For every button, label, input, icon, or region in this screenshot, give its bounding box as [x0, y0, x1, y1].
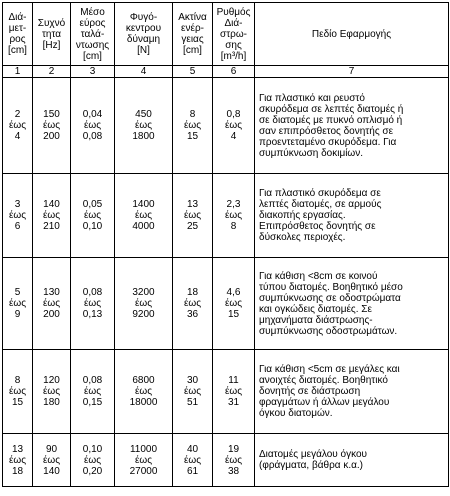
amplitude-cell	[71, 258, 115, 350]
cell-text-line: έως	[8, 298, 27, 309]
cell-text-line: 8	[230, 221, 237, 232]
cell-text-line: έως	[42, 454, 61, 466]
cell-text-line: έως	[42, 120, 61, 131]
rate-cell	[213, 434, 255, 487]
cell-text-line: διακοπής εργασίας.	[259, 210, 346, 221]
radius-cell	[173, 350, 213, 434]
column-number: 6	[213, 66, 255, 78]
cell-text-line: φραγμάτων ή άλλων μεγάλου	[259, 397, 390, 408]
header-placement-rate	[213, 3, 255, 66]
radius-cell	[173, 78, 213, 174]
cell-text-line: 0,20	[82, 465, 103, 477]
column-number: 4	[115, 66, 173, 78]
cell-text-line: στρω-	[220, 28, 247, 40]
cell-text-line: έως	[134, 386, 153, 397]
cell-text-line: έως	[224, 454, 243, 466]
cell-text-line: Για πλαστικό σκυρόδεμα σε	[259, 188, 381, 199]
cell-text-line: 15	[186, 131, 199, 142]
cell-text-line: έως	[83, 386, 102, 397]
cell-text-line: 18	[11, 465, 24, 477]
header-centrifugal-force	[115, 3, 173, 66]
frequency-cell	[33, 434, 71, 487]
cell-text-line: [N]	[137, 45, 150, 56]
cell-text-line: 0,08	[82, 375, 103, 386]
cell-text-line: 2,3	[226, 199, 241, 210]
cell-text-line: ταλά-	[80, 28, 105, 40]
column-number: 2	[33, 66, 71, 78]
force-cell	[115, 258, 173, 350]
header-radius-of-action	[173, 3, 213, 66]
cell-text-line: 200	[43, 131, 60, 142]
application-cell	[255, 434, 449, 487]
cell-text-line: δύναμη	[126, 34, 161, 45]
cell-text-line: έως	[8, 386, 27, 397]
cell-text-line: 0,13	[82, 309, 103, 320]
radius-cell	[173, 434, 213, 487]
cell-text-line: [m³/h]	[220, 50, 247, 62]
cell-text-line: ρος	[9, 34, 26, 45]
cell-text-line: [cm]	[83, 50, 102, 62]
force-cell	[115, 78, 173, 174]
cell-text-line: έως	[224, 386, 243, 397]
cell-text-line: 18000	[129, 397, 158, 408]
cell-text-line: [cm]	[183, 45, 202, 56]
column-number: 3	[71, 66, 115, 78]
cell-text-line: γειας	[181, 34, 204, 45]
table-row	[3, 174, 449, 258]
cell-text-line: έως	[134, 210, 153, 221]
radius-cell	[173, 258, 213, 350]
cell-text-line: λεπτές διατομές, σε αρμούς	[259, 199, 382, 210]
cell-text-line: 210	[43, 221, 60, 232]
header-row	[3, 3, 449, 66]
cell-text-line: έως	[134, 120, 153, 131]
application-cell	[255, 78, 449, 174]
cell-text-line: 4	[14, 131, 21, 142]
cell-text-line: σκυρόδεμα σε λεπτές διατομές ή	[259, 103, 404, 115]
cell-text-line: Πεδίο Εφαρμογής	[311, 28, 392, 40]
cell-text-line: 38	[227, 465, 240, 477]
cell-text-line: όγκου διατομών.	[259, 408, 333, 419]
frequency-cell	[33, 350, 71, 434]
cell-text-line: τητα	[41, 28, 62, 40]
cell-text-line: 3	[14, 199, 21, 210]
cell-text-line: έως	[224, 120, 243, 131]
cell-text-line: σης	[225, 39, 242, 51]
cell-text-line: 30	[186, 375, 199, 386]
column-number: 7	[255, 66, 449, 78]
table-row	[3, 258, 449, 350]
cell-text-line: ενέρ-	[181, 23, 204, 34]
cell-text-line: 0,10	[82, 221, 103, 232]
cell-text-line: 4000	[132, 221, 155, 232]
table-row	[3, 78, 449, 174]
force-cell	[115, 350, 173, 434]
cell-text-line: συμπύκνωση δοκιμίων.	[259, 147, 364, 159]
radius-cell	[173, 174, 213, 258]
cell-text-line: 1400	[132, 199, 155, 210]
cell-text-line: [Hz]	[42, 39, 61, 51]
column-number: 1	[3, 66, 33, 78]
cell-text-line: μηχανήματα διάστρωσης-	[259, 314, 373, 326]
header-application-field	[255, 3, 449, 66]
cell-text-line: 36	[186, 309, 199, 320]
cell-text-line: έως	[42, 298, 61, 309]
cell-text-line: [cm]	[8, 45, 27, 56]
amplitude-cell	[71, 350, 115, 434]
amplitude-cell	[71, 434, 115, 487]
cell-text-line: έως	[8, 120, 27, 131]
cell-text-line: 51	[186, 397, 199, 408]
cell-text-line: 3200	[132, 287, 155, 298]
application-cell	[255, 350, 449, 434]
cell-text-line: 9200	[132, 309, 155, 320]
vibrator-spec-table	[2, 2, 449, 487]
cell-text-line: συμπύκνωσης σε οδοστρώματα	[259, 292, 401, 304]
cell-text-line: προεντεταμένο σκυρόδεμα. Για	[259, 136, 397, 148]
cell-text-line: 0,05	[82, 199, 103, 210]
cell-text-line: 19	[227, 443, 240, 455]
frequency-cell	[33, 258, 71, 350]
cell-text-line: 140	[43, 465, 60, 477]
diameter-cell	[3, 174, 33, 258]
diameter-cell	[3, 258, 33, 350]
application-cell	[255, 174, 449, 258]
cell-text-line: 140	[43, 199, 60, 210]
amplitude-cell	[71, 78, 115, 174]
cell-text-line: τύπου διατομές. Βοηθητικό μέσο	[259, 281, 403, 293]
cell-text-line: έως	[183, 298, 202, 309]
force-cell	[115, 434, 173, 487]
cell-text-line: Ακτίνα	[178, 12, 207, 23]
cell-text-line: 11	[228, 375, 239, 386]
cell-text-line: 8	[14, 375, 21, 386]
cell-text-line: 130	[43, 287, 60, 298]
cell-text-line: 8	[189, 109, 196, 120]
rate-cell	[213, 174, 255, 258]
diameter-cell	[3, 78, 33, 174]
table-row	[3, 350, 449, 434]
cell-text-line: Διά-	[224, 17, 243, 29]
cell-text-line: 90	[45, 443, 58, 455]
cell-text-line: εύρος	[79, 17, 106, 29]
cell-text-line: έως	[183, 210, 202, 221]
cell-text-line: 180	[43, 397, 60, 408]
cell-text-line: ντωσης	[75, 39, 110, 51]
cell-text-line: έως	[8, 454, 27, 466]
amplitude-cell	[71, 174, 115, 258]
cell-text-line: έως	[83, 454, 102, 466]
cell-text-line: 5	[14, 287, 21, 298]
cell-text-line: Για κάθιση <5cm σε μεγάλες και	[259, 364, 400, 375]
cell-text-line: 4,6	[226, 287, 241, 298]
cell-text-line: 0,08	[82, 131, 103, 142]
cell-text-line: 9	[14, 309, 21, 320]
header-diameter	[3, 3, 33, 66]
cell-text-line: έως	[8, 210, 27, 221]
cell-text-line: 2	[14, 109, 21, 120]
cell-text-line: 150	[43, 109, 60, 120]
application-cell	[255, 258, 449, 350]
cell-text-line: ανοιχτές διατομές. Βοηθητικό	[259, 375, 388, 386]
cell-text-line: 13	[186, 199, 199, 210]
force-cell	[115, 174, 173, 258]
cell-text-line: 31	[227, 397, 240, 408]
header-frequency	[33, 3, 71, 66]
cell-text-line: 0,04	[82, 109, 103, 120]
cell-text-line: 27000	[129, 465, 158, 477]
cell-text-line: 25	[186, 221, 199, 232]
cell-text-line: έως	[134, 298, 153, 309]
cell-text-line: Φυγό-	[129, 12, 158, 23]
cell-text-line: Διά-	[8, 12, 27, 23]
cell-text-line: 0,15	[82, 397, 103, 408]
cell-text-line: έως	[183, 454, 202, 466]
cell-text-line: 18	[186, 287, 199, 298]
cell-text-line: 200	[43, 309, 60, 320]
cell-text-line: έως	[224, 298, 243, 309]
cell-text-line: δονητής σε διάστρωση	[259, 386, 361, 397]
cell-text-line: σαν επιπρόσθετος δονητής σε	[259, 125, 394, 137]
cell-text-line: έως	[224, 210, 243, 221]
column-number: 5	[173, 66, 213, 78]
cell-text-line: έως	[134, 454, 153, 466]
cell-text-line: έως	[183, 386, 202, 397]
cell-text-line: Μέσο	[80, 6, 105, 18]
cell-text-line: έως	[83, 210, 102, 221]
cell-text-line: 15	[11, 397, 24, 408]
cell-text-line: 61	[186, 465, 199, 477]
cell-text-line: μετ-	[8, 23, 27, 34]
cell-text-line: Ρυθμός	[216, 6, 251, 18]
cell-text-line: 450	[135, 109, 152, 120]
cell-text-line: 11000	[129, 443, 158, 455]
cell-text-line: 15	[227, 309, 240, 320]
cell-text-line: 0,08	[82, 287, 103, 298]
cell-text-line: σε διατομές με πυκνό οπλισμό ή	[259, 114, 403, 126]
cell-text-line: (φράγματα, βάθρα κ.α.)	[259, 460, 363, 471]
cell-text-line: έως	[42, 210, 61, 221]
diameter-cell	[3, 350, 33, 434]
cell-text-line: 4	[230, 131, 237, 142]
cell-text-line: Επιπρόσθετος δονητής σε	[259, 221, 376, 232]
cell-text-line: δύσκολες περιοχές.	[259, 232, 346, 243]
cell-text-line: συμπύκνωσης οδοστρωμάτων.	[259, 325, 398, 337]
cell-text-line: έως	[83, 298, 102, 309]
cell-text-line: έως	[183, 120, 202, 131]
cell-text-line: και ογκώδεις διατομές. Σε	[259, 303, 372, 315]
cell-text-line: 1800	[132, 131, 155, 142]
cell-text-line: Για κάθιση <8cm σε κοινού	[259, 270, 378, 282]
cell-text-line: 120	[43, 375, 60, 386]
cell-text-line: κεντρου	[125, 23, 162, 34]
rate-cell	[213, 78, 255, 174]
cell-text-line: 13	[11, 443, 24, 455]
cell-text-line: 0,8	[226, 109, 241, 120]
rate-cell	[213, 350, 255, 434]
header-amplitude	[71, 3, 115, 66]
frequency-cell	[33, 174, 71, 258]
cell-text-line: έως	[42, 386, 61, 397]
table-row	[3, 434, 449, 487]
column-number-row	[3, 66, 449, 78]
cell-text-line: 40	[186, 443, 199, 455]
cell-text-line: 0,10	[82, 443, 103, 455]
cell-text-line: Για πλαστικό και ρευστό	[259, 92, 365, 104]
cell-text-line: 6	[14, 221, 21, 232]
diameter-cell	[3, 434, 33, 487]
cell-text-line: Συχνό	[37, 17, 66, 29]
rate-cell	[213, 258, 255, 350]
cell-text-line: έως	[83, 120, 102, 131]
cell-text-line: Διατομές μεγάλου όγκου	[259, 449, 367, 460]
frequency-cell	[33, 78, 71, 174]
cell-text-line: 6800	[132, 375, 155, 386]
